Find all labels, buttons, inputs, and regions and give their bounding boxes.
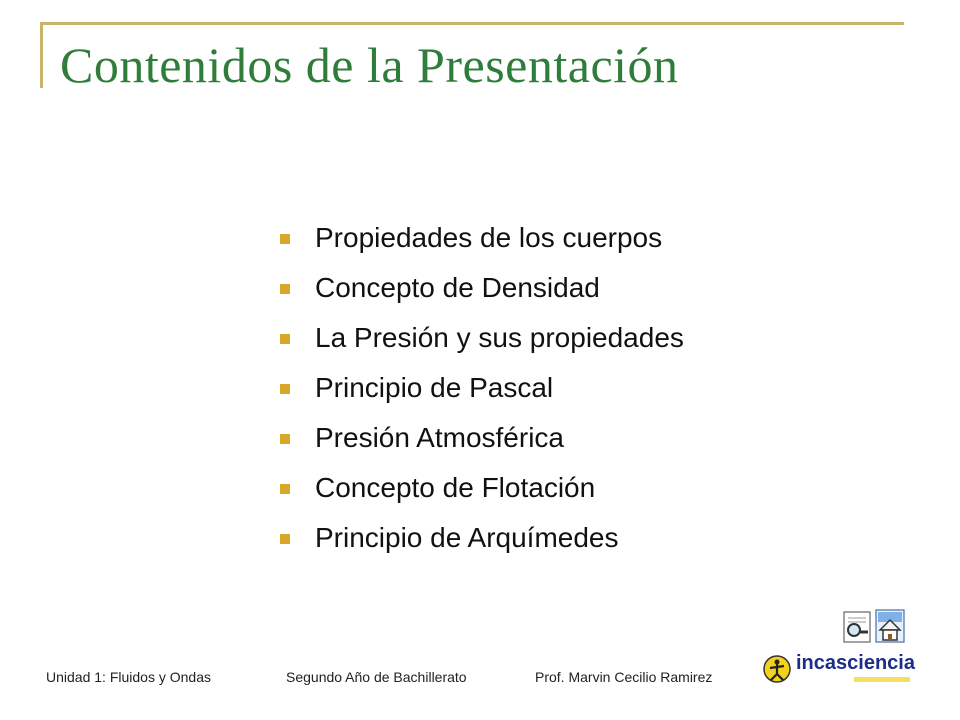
bullet-text: Principio de Arquímedes <box>315 522 619 553</box>
search-icon[interactable] <box>844 612 870 642</box>
bullet-list <box>280 215 684 565</box>
bullet-item <box>280 365 684 415</box>
slide-title: Contenidos de la Presentación <box>60 37 679 93</box>
bullet-square-icon <box>280 434 290 444</box>
footer-course: Unidad 1: Fluidos y Ondas <box>46 669 211 685</box>
nav-icons-svg <box>842 608 908 644</box>
incasciencia-logo <box>760 650 920 690</box>
top-border-line <box>40 22 904 25</box>
bullet-text: Propiedades de los cuerpos <box>315 222 663 253</box>
bullet-item <box>280 465 684 515</box>
nav-icons <box>842 608 908 644</box>
bullet-item <box>280 315 684 365</box>
bullet-square-icon <box>280 534 290 544</box>
bullet-text: Concepto de Flotación <box>315 472 596 503</box>
footer-grade: Segundo Año de Bachillerato <box>286 669 467 685</box>
bullet-text: Principio de Pascal <box>315 372 554 403</box>
bullet-square-icon <box>280 234 290 244</box>
bullet-square-icon <box>280 384 290 394</box>
bullet-text: La Presión y sus propiedades <box>315 322 684 353</box>
bullet-item <box>280 265 684 315</box>
logo-underline-graphic <box>854 672 910 686</box>
home-icon[interactable] <box>876 610 904 642</box>
footer-teacher: Prof. Marvin Cecilio Ramirez <box>535 669 713 685</box>
bullet-text: Concepto de Densidad <box>315 272 600 303</box>
incasciencia-logo-icon <box>762 654 792 684</box>
bullet-square-icon <box>280 484 290 494</box>
bullet-item <box>280 415 684 465</box>
bullet-square-icon <box>280 284 290 294</box>
bullet-item <box>280 515 684 565</box>
logo-text: incasciencia <box>796 652 915 674</box>
bullet-text: Presión Atmosférica <box>315 422 564 453</box>
bullet-square-icon <box>280 334 290 344</box>
left-border-line <box>40 22 43 88</box>
bullet-item <box>280 215 684 265</box>
